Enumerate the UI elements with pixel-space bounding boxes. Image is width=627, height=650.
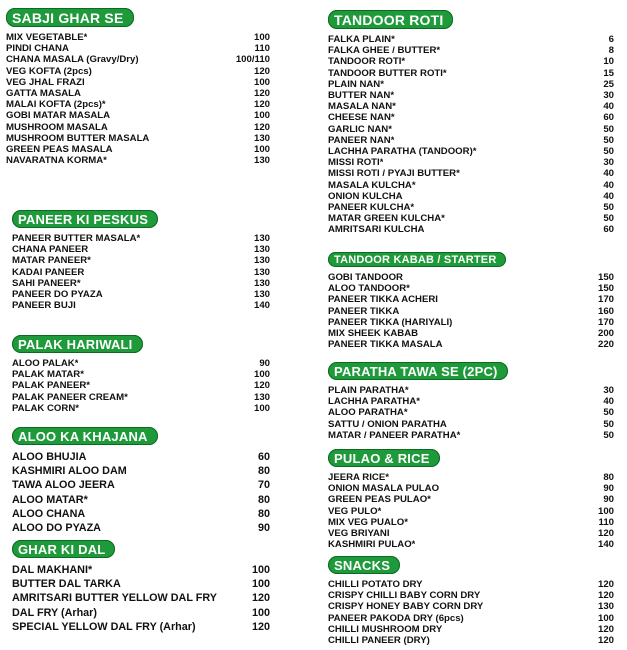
menu-item-name: ALOO MATAR* [12, 493, 88, 506]
menu-item [328, 430, 614, 441]
menu-item [328, 613, 614, 624]
menu-item-name: ALOO PARATHA* [328, 407, 408, 419]
menu-item-name: VEG KOFTA (2pcs) [6, 65, 92, 77]
menu-item-price: 100 [253, 144, 270, 156]
menu-item-name: SPECIAL YELLOW DAL FRY (Arhar) [12, 620, 196, 633]
menu-item-name: ONION KULCHA [328, 190, 403, 202]
menu-item-price: 130 [253, 132, 270, 144]
item-list [328, 272, 614, 350]
menu-item-price: 40 [603, 101, 614, 113]
menu-item [6, 88, 270, 99]
menu-item [328, 224, 614, 235]
section-paratha-tawa-se [328, 362, 614, 441]
item-list [12, 450, 270, 535]
item-list [6, 32, 270, 166]
menu-item-name: MISSI ROTI* [328, 157, 384, 169]
menu-item-name: MALAI KOFTA (2pcs)* [6, 99, 106, 111]
menu-item-price: 30 [603, 157, 614, 169]
menu-item-name: GATTA MASALA [6, 88, 81, 100]
menu-item [6, 99, 270, 110]
menu-item-name: PANEER DO PYAZA [12, 289, 103, 301]
menu-item-price: 80 [257, 493, 270, 506]
menu-item-price: 50 [603, 418, 614, 430]
menu-item [328, 294, 614, 305]
menu-item-price: 130 [253, 244, 270, 256]
section-title: SNACKS [328, 556, 400, 574]
menu-item [328, 191, 614, 202]
menu-item-price: 130 [253, 155, 270, 167]
menu-item [328, 601, 614, 612]
section-title: TANDOOR KABAB / STARTER [328, 252, 506, 267]
menu-item [6, 54, 270, 65]
menu-item-name: FALKA GHEE / BUTTER* [328, 45, 441, 57]
menu-item-name: GOBI TANDOOR [328, 272, 403, 283]
menu-item-price: 10 [603, 56, 614, 68]
menu-item-price: 40 [603, 396, 614, 408]
section-title: SABJI GHAR SE [6, 8, 134, 27]
menu-item-price: 80 [603, 472, 614, 483]
menu-item [12, 478, 270, 492]
menu-item [328, 34, 614, 45]
menu-item-price: 160 [597, 305, 614, 317]
menu-item-price: 140 [597, 539, 614, 551]
menu-item-price: 120 [253, 65, 270, 77]
menu-item [12, 450, 270, 464]
menu-item-price: 120 [597, 579, 614, 590]
menu-item-price: 130 [253, 266, 270, 278]
menu-item-name: ALOO DO PYAZA [12, 522, 101, 535]
menu-item [328, 494, 614, 505]
section-pulao-rice [328, 449, 614, 550]
menu-item-name: AMRITSARI BUTTER YELLOW DAL FRY [12, 592, 217, 605]
menu-item-name: ALOO CHANA [12, 507, 86, 520]
menu-item-price: 120 [251, 620, 270, 633]
menu-item [328, 124, 614, 135]
menu-item [12, 577, 270, 591]
menu-item-price: 120 [253, 99, 270, 111]
menu-item-price: 50 [603, 202, 614, 214]
menu-item-name: TANDOOR ROTI* [328, 56, 406, 68]
menu-item-name: PANEER TIKKA ACHERI [328, 294, 438, 306]
menu-item-name: PANEER NAN* [328, 134, 395, 146]
menu-item [328, 112, 614, 123]
menu-item-name: MUSHROOM MASALA [6, 121, 108, 133]
menu-item [6, 110, 270, 121]
menu-item [328, 579, 614, 590]
menu-item [12, 507, 270, 521]
menu-item-name: TAWA ALOO JEERA [12, 479, 115, 492]
menu-item [328, 306, 614, 317]
menu-item-price: 100 [253, 76, 270, 88]
menu-item-price: 80 [257, 507, 270, 520]
menu-item [6, 122, 270, 133]
menu-item [12, 464, 270, 478]
menu-item-name: PLAIN NAN* [328, 78, 384, 90]
menu-item [328, 168, 614, 179]
menu-item [12, 358, 270, 369]
section-paneer-ki-peskus [12, 210, 270, 311]
menu-item-price: 100 [597, 612, 614, 624]
menu-item [328, 419, 614, 430]
section-title: PARATHA TAWA SE (2PC) [328, 362, 508, 380]
menu-item-price: 150 [597, 272, 614, 283]
menu-item-price: 200 [597, 328, 614, 340]
item-list [328, 579, 614, 646]
menu-item-price: 50 [603, 213, 614, 225]
menu-item-price: 100 [251, 564, 270, 576]
menu-item [12, 380, 270, 391]
menu-item-price: 70 [257, 479, 270, 492]
menu-item [12, 392, 270, 403]
menu-item-name: MISSI ROTI / PYAJI BUTTER* [328, 168, 460, 180]
menu-item-price: 100 [251, 606, 270, 619]
menu-item-price: 80 [257, 465, 270, 478]
menu-item-price: 60 [257, 451, 270, 463]
section-palak-hariwali [12, 335, 270, 414]
section-sabji-ghar-se [6, 8, 270, 166]
menu-item-name: PALAK PANEER* [12, 380, 90, 392]
menu-item-name: MASALA KULCHA* [328, 179, 416, 191]
menu-item-name: CHEESE NAN* [328, 112, 395, 124]
menu-item-price: 120 [253, 121, 270, 133]
menu-item [12, 244, 270, 255]
menu-item [6, 133, 270, 144]
menu-item-price: 40 [603, 190, 614, 202]
menu-item-name: LACHHA PARATHA (TANDOOR)* [328, 146, 477, 158]
menu-item [12, 620, 270, 634]
menu-item-price: 100 [253, 110, 270, 122]
menu-item-name: LACHHA PARATHA* [328, 396, 421, 408]
menu-item-price: 130 [253, 233, 270, 244]
section-title: PALAK HARIWALI [12, 335, 143, 353]
menu-item-name: JEERA RICE* [328, 472, 389, 483]
menu-item-price: 40 [603, 168, 614, 180]
menu-item-name: DAL MAKHANI* [12, 564, 93, 576]
menu-item [6, 155, 270, 166]
menu-item [328, 328, 614, 339]
menu-item-price: 25 [603, 78, 614, 90]
menu-item-price: 90 [603, 483, 614, 495]
menu-item-name: CHILLI PANEER (DRY) [328, 635, 430, 647]
menu-item-name: CRISPY CHILLI BABY CORN DRY [328, 590, 481, 602]
menu-item-name: PALAK CORN* [12, 402, 79, 414]
menu-item-name: PANEER BUJI [12, 300, 76, 312]
menu-item-price: 170 [597, 316, 614, 328]
menu-item-price: 120 [597, 635, 614, 647]
menu-item-name: GARLIC NAN* [328, 123, 392, 135]
menu-item-price: 50 [603, 123, 614, 135]
menu-item-name: GREEN PEAS PULAO* [328, 494, 431, 506]
menu-item-name: DAL FRY (Arhar) [12, 606, 97, 619]
menu-item [328, 396, 614, 407]
section-aloo-ka-khajana [12, 427, 270, 535]
menu-item [12, 300, 270, 311]
menu-item-name: GOBI MATAR MASALA [6, 110, 111, 122]
item-list [12, 563, 270, 634]
menu-item-name: MATAR / PANEER PARATHA* [328, 429, 461, 441]
menu-item [328, 90, 614, 101]
menu-item-price: 30 [603, 90, 614, 102]
menu-item [328, 317, 614, 328]
menu-item-name: VEG BRIYANI [328, 528, 390, 540]
menu-item-price: 50 [603, 407, 614, 419]
menu-item [328, 407, 614, 418]
menu-item-price: 60 [603, 224, 614, 236]
menu-item [12, 493, 270, 507]
menu-item-price: 6 [608, 34, 614, 45]
menu-item [328, 283, 614, 294]
menu-item-name: PLAIN PARATHA* [328, 385, 409, 396]
section-tandoor-roti [328, 10, 614, 236]
menu-item-price: 90 [257, 522, 270, 535]
menu-item [12, 233, 270, 244]
menu-item-name: MIX SHEEK KABAB [328, 328, 419, 340]
menu-item-name: MIX VEGETABLE* [6, 32, 88, 43]
menu-item-name: PANEER TIKKA (HARIYALI) [328, 316, 453, 328]
menu-item [328, 45, 614, 56]
menu-item [328, 68, 614, 79]
menu-item-name: CHANA MASALA (Gravy/Dry) [6, 54, 139, 66]
menu-item [328, 517, 614, 528]
menu-item [328, 472, 614, 483]
section-snacks [328, 556, 614, 646]
menu-item [328, 202, 614, 213]
menu-item [6, 32, 270, 43]
menu-item-name: PINDI CHANA [6, 43, 69, 55]
menu-item [328, 56, 614, 67]
menu-item-name: ALOO BHUJIA [12, 451, 87, 463]
menu-item-price: 120 [253, 380, 270, 392]
menu-item-name: BUTTER NAN* [328, 90, 395, 102]
menu-item-price: 130 [253, 277, 270, 289]
menu-item-price: 60 [603, 112, 614, 124]
menu-item [12, 289, 270, 300]
menu-item-price: 90 [603, 494, 614, 506]
menu-item-price: 120 [597, 528, 614, 540]
menu-item-price: 90 [259, 358, 270, 369]
menu-item-price: 50 [603, 134, 614, 146]
menu-item [328, 135, 614, 146]
menu-item-name: MATAR GREEN KULCHA* [328, 213, 445, 225]
menu-item [328, 385, 614, 396]
menu-item-price: 8 [608, 45, 614, 57]
section-ghar-ki-dal [12, 540, 270, 634]
menu-item-price: 110 [254, 43, 270, 55]
menu-item-name: KADAI PANEER [12, 266, 85, 278]
menu-item [6, 66, 270, 77]
menu-item-name: TANDOOR BUTTER ROTI* [328, 67, 447, 79]
menu-item-name: CHILLI MUSHROOM DRY [328, 623, 443, 635]
menu-item-name: VEG PULO* [328, 505, 382, 517]
section-title: PULAO & RICE [328, 449, 440, 467]
menu-item [12, 267, 270, 278]
menu-item-name: CRISPY HONEY BABY CORN DRY [328, 601, 484, 613]
menu-item-price: 170 [597, 294, 614, 306]
menu-item-price: 110 [598, 516, 614, 528]
item-list [328, 472, 614, 550]
menu-item-price: 50 [603, 429, 614, 441]
menu-item-price: 100 [251, 578, 270, 591]
menu-item [328, 539, 614, 550]
section-title: PANEER KI PESKUS [12, 210, 158, 228]
menu-item-price: 220 [597, 339, 614, 351]
menu-item [328, 180, 614, 191]
menu-item [12, 521, 270, 535]
menu-item-name: PALAK MATAR* [12, 369, 84, 381]
menu-item [12, 255, 270, 266]
menu-item-price: 130 [253, 391, 270, 403]
menu-item-name: PANEER PAKODA DRY (6pcs) [328, 612, 464, 624]
menu-item-name: NAVARATNA KORMA* [6, 155, 107, 167]
menu-item-price: 130 [253, 255, 270, 267]
menu-item [12, 606, 270, 620]
menu-item-name: MIX VEG PUALO* [328, 516, 408, 528]
menu-item-name: VEG JHAL FRAZI [6, 76, 85, 88]
menu-item-name: CHANA PANEER [12, 244, 89, 256]
item-list [328, 385, 614, 441]
menu-item-name: GREEN PEAS MASALA [6, 144, 113, 156]
menu-item-price: 120 [597, 590, 614, 602]
menu-item [328, 590, 614, 601]
menu-item [328, 213, 614, 224]
menu-item-price: 150 [597, 283, 614, 295]
menu-item-name: ONION MASALA PULAO [328, 483, 440, 495]
menu-item-name: CHILLI POTATO DRY [328, 579, 423, 590]
menu-item [6, 77, 270, 88]
item-list [12, 358, 270, 414]
menu-item [328, 483, 614, 494]
menu-item [328, 272, 614, 283]
menu-item-name: BUTTER DAL TARKA [12, 578, 121, 591]
menu-item-price: 120 [253, 88, 270, 100]
menu-item-name: PALAK PANEER CREAM* [12, 391, 128, 403]
menu-item-price: 100/110 [235, 54, 270, 66]
menu-item-name: MASALA NAN* [328, 101, 396, 113]
item-list [12, 233, 270, 311]
menu-item-name: SATTU / ONION PARATHA [328, 418, 447, 430]
menu-item [328, 79, 614, 90]
menu-item-name: FALKA PLAIN* [328, 34, 395, 45]
menu-item [6, 43, 270, 54]
menu-item-price: 40 [603, 179, 614, 191]
menu-item [12, 403, 270, 414]
menu-item-name: SAHI PANEER* [12, 277, 81, 289]
menu-item-name: PANEER BUTTER MASALA* [12, 233, 141, 244]
section-title: GHAR KI DAL [12, 540, 115, 558]
menu-item-price: 100 [253, 32, 270, 43]
menu-item-name: AMRITSARI KULCHA [328, 224, 425, 236]
menu-item [328, 635, 614, 646]
menu-item [328, 101, 614, 112]
menu-item [12, 278, 270, 289]
menu-item-name: MATAR PANEER* [12, 255, 91, 267]
menu-item [12, 591, 270, 605]
menu-item-price: 140 [253, 300, 270, 312]
menu-item [328, 624, 614, 635]
menu-item-name: KASHMIRI ALOO DAM [12, 465, 127, 478]
menu-item-price: 130 [253, 289, 270, 301]
menu-item-name: PANEER TIKKA [328, 305, 400, 317]
menu-item-price: 100 [597, 505, 614, 517]
menu-item-name: MUSHROOM BUTTER MASALA [6, 132, 150, 144]
menu-item [6, 144, 270, 155]
menu-item [328, 528, 614, 539]
menu-item-name: ALOO TANDOOR* [328, 283, 410, 295]
section-tandoor-kabab [328, 250, 614, 350]
menu-item-price: 100 [253, 369, 270, 381]
section-title: TANDOOR ROTI [328, 10, 453, 29]
menu-item [328, 146, 614, 157]
menu-item-name: ALOO PALAK* [12, 358, 79, 369]
menu-item [328, 157, 614, 168]
menu-item-price: 50 [603, 146, 614, 158]
section-title: ALOO KA KHAJANA [12, 427, 158, 445]
menu-item-name: PANEER TIKKA MASALA [328, 339, 443, 351]
menu-item [328, 339, 614, 350]
menu-item-price: 120 [251, 592, 270, 605]
menu-item [12, 369, 270, 380]
menu-item-price: 120 [597, 623, 614, 635]
menu-item [328, 506, 614, 517]
menu-item-price: 130 [597, 601, 614, 613]
menu-item-price: 100 [253, 402, 270, 414]
menu-item-name: KASHMIRI PULAO* [328, 539, 416, 551]
menu-item-name: PANEER KULCHA* [328, 202, 415, 214]
menu-item-price: 30 [603, 385, 614, 396]
menu-item [12, 563, 270, 577]
menu-item-price: 15 [603, 67, 614, 79]
item-list [328, 34, 614, 236]
